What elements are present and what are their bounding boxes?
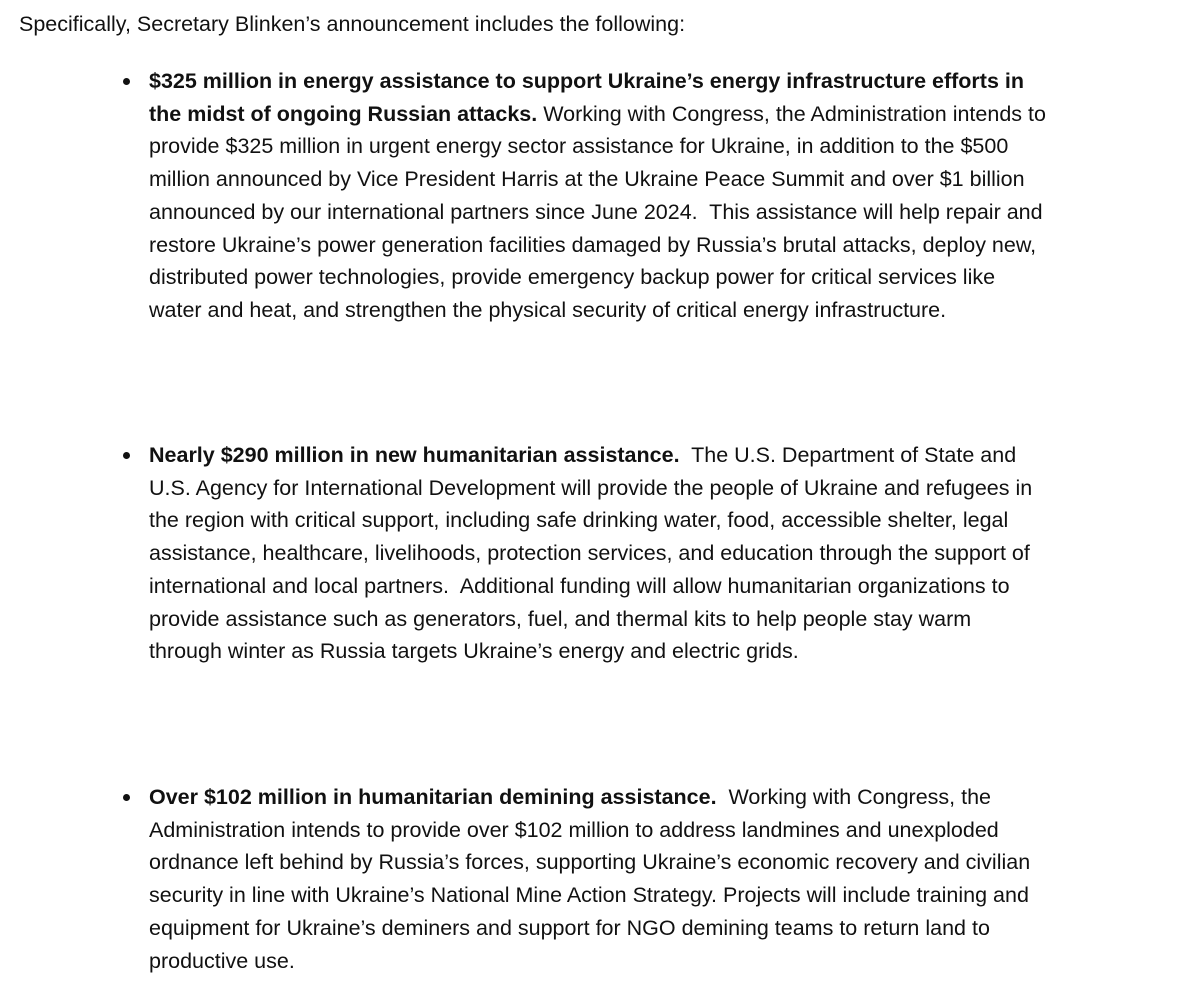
bullet-icon [123, 78, 130, 85]
item-body: Working with Congress, the Administration intends to provide $325 million in urgent energy sector assistance for Ukraine, in addition to the $500 million announced by Vice President Harris at the Ukraine Peace Summit and over $1 billion announced by our international partners since June 2024. This assistance will help repair and restore Ukraine’s power generation facilities damaged by Russia’s brutal attacks, deploy new, distributed power technologies, provide emergency backup power for critical services like water and heat, and strengthen the physical security of critical energy infrastructure. [149, 101, 1046, 322]
list-item-demining-assistance [149, 781, 1049, 977]
item-headline: Nearly $290 million in new humanitarian assistance. [149, 443, 680, 467]
list-item-energy-assistance [149, 65, 1049, 327]
item-headline: Over $102 million in humanitarian demining assistance. [149, 785, 717, 809]
item-headline: $325 million in energy assistance to support Ukraine’s energy infrastructure efforts in the midst of ongoing Russian attacks. [149, 69, 1024, 126]
bullet-icon [123, 794, 130, 801]
list-item-humanitarian-assistance [149, 439, 1049, 668]
item-body: Working with Congress, the Administration intends to provide over $102 million to address landmines and unexploded ordnance left behind by Russia’s forces, supporting Ukraine’s economic recovery and civilian security in line with Ukraine’s National Mine Action Strategy. Projects will include training and equipment for Ukraine’s deminers and support for NGO demining teams to return land to productive use. [149, 785, 1031, 973]
item-body: The U.S. Department of State and U.S. Agency for International Development will provide the people of Ukraine and refugees in the region with critical support, including safe drinking water, food, accessible shelter, legal assistance, healthcare, livelihoods, protection services, and education through the support of international and local partners. Additional funding will allow humanitarian organizations to provide assistance such as generators, fuel, and thermal kits to help people stay warm through winter as Russia targets Ukraine’s energy and electric grids. [149, 443, 1033, 664]
intro-paragraph: Specifically, Secretary Blinken’s announcement includes the following: [19, 12, 686, 36]
bullet-icon [123, 452, 130, 459]
